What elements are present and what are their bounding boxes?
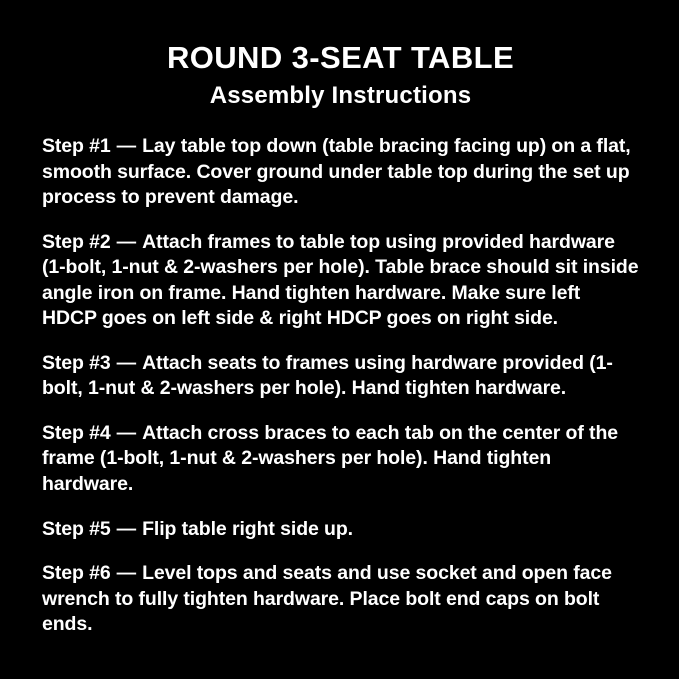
step-separator: — [116,351,137,374]
step-separator: — [116,517,137,540]
step-text: Attach frames to table top using provided hardware (1-bolt, 1-nut & 2-washers per hole). Table brace should sit inside angle iron on frame. Hand tighten hardware. Make sure left HDCP goes on left side & right HDCP goes on right side. [42,230,639,329]
page-subtitle: Assembly Instructions [209,81,472,109]
step-label: Step #5 [42,517,111,540]
step-label: Step #2 [42,230,111,253]
list-item [42,517,639,542]
step-label: Step #4 [42,422,111,445]
step-text: Lay table top down (table bracing facing up) on a flat, smooth surface. Cover ground under table top during the set up process to prevent damage. [42,135,631,209]
list-item [42,561,639,637]
step-separator: — [116,562,137,585]
list-item [42,421,639,497]
step-label: Step #1 [42,135,111,158]
list-item [42,134,639,210]
step-separator: — [116,422,137,445]
step-label: Step #6 [42,562,111,585]
page-title: ROUND 3-SEAT TABLE [166,40,515,75]
list-item [42,351,639,402]
step-text: Attach seats to frames using hardware provided (1-bolt, 1-nut & 2-washers per hole). Hand tighten hardware. [42,351,613,400]
step-text: Level tops and seats and use socket and open face wrench to fully tighten hardware. Place bolt end caps on bolt ends. [42,562,612,636]
steps-list [42,134,639,637]
step-text: Flip table right side up. [142,517,354,540]
step-text: Attach cross braces to each tab on the center of the frame (1-bolt, 1-nut & 2-washers per hole). Hand tighten hardware. [42,422,618,495]
list-item [42,230,639,331]
step-separator: — [116,135,137,158]
step-label: Step #3 [42,351,111,374]
step-separator: — [116,230,137,253]
